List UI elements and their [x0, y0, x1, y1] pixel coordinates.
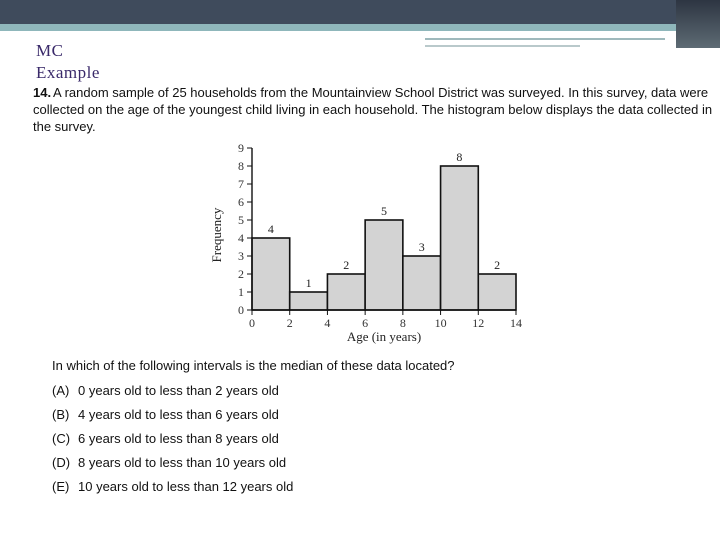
choice-d[interactable]: [52, 454, 293, 478]
slide-title: [36, 40, 100, 84]
x-tick-label: 2: [286, 316, 293, 330]
choice-letter: (D): [52, 455, 71, 470]
y-tick-label: 1: [238, 285, 244, 299]
y-tick-label: 2: [238, 267, 244, 281]
histogram-bar: [478, 274, 516, 310]
choice-text: 0 years old to less than 2 years old: [78, 383, 279, 398]
choice-c[interactable]: [52, 430, 293, 454]
histogram-bar: [290, 292, 328, 310]
choice-a[interactable]: [52, 382, 293, 406]
y-axis-label: Frequency: [209, 207, 224, 263]
choice-letter: (E): [52, 479, 70, 494]
choice-e[interactable]: [52, 478, 293, 502]
y-tick-label: 4: [238, 231, 244, 245]
histogram-bar: [365, 220, 403, 310]
choice-b[interactable]: [52, 406, 293, 430]
x-tick-label: 4: [324, 316, 331, 330]
x-tick-label: 0: [249, 316, 255, 330]
question-stem: [33, 84, 713, 135]
x-axis-label: Age (in years): [346, 329, 422, 344]
header-accent-stripe: [0, 24, 720, 31]
histogram-bar: [403, 256, 441, 310]
bar-value-label: 3: [418, 240, 425, 254]
slide-title-line-1: MC: [36, 41, 64, 60]
choice-text: 10 years old to less than 12 years old: [78, 479, 294, 494]
bar-value-label: 8: [456, 150, 463, 164]
slide-title-line-2: Example: [36, 63, 100, 82]
question-number: 14.: [33, 85, 52, 100]
bar-value-label: 5: [381, 204, 387, 218]
header-bar: [0, 0, 720, 24]
x-tick-label: 12: [472, 316, 485, 330]
histogram-bars: [252, 166, 516, 310]
bar-value-label: 4: [267, 222, 274, 236]
bar-value-label: 1: [305, 276, 312, 290]
choice-text: 4 years old to less than 6 years old: [78, 407, 279, 422]
y-tick-label: 5: [238, 213, 244, 227]
choice-letter: (B): [52, 407, 70, 422]
bar-value-label: 2: [494, 258, 501, 272]
choice-text: 6 years old to less than 8 years old: [78, 431, 279, 446]
choice-text: 8 years old to less than 10 years old: [78, 455, 287, 470]
x-tick-label: 8: [399, 316, 406, 330]
histogram-bar: [252, 238, 290, 310]
question-prompt: In which of the following intervals is the median of these data located?: [52, 358, 455, 373]
choice-letter: (C): [52, 431, 71, 446]
histogram-chart: [205, 138, 535, 348]
histogram-bar: [441, 166, 479, 310]
y-tick-label: 7: [238, 177, 244, 191]
header-corner-block: [676, 0, 720, 48]
answer-choices: [52, 382, 293, 502]
y-tick-label: 3: [238, 249, 244, 263]
choice-letter: (A): [52, 383, 70, 398]
decorative-line: [425, 38, 665, 40]
y-tick-label: 0: [238, 303, 244, 317]
x-tick-label: 6: [362, 316, 369, 330]
decorative-line: [425, 45, 580, 47]
x-tick-label: 10: [434, 316, 447, 330]
y-tick-label: 6: [238, 195, 244, 209]
bar-value-label: 2: [343, 258, 350, 272]
histogram-bar: [327, 274, 365, 310]
x-tick-label: 14: [510, 316, 522, 330]
y-tick-label: 8: [238, 159, 244, 173]
y-tick-label: 9: [238, 141, 244, 155]
question-text: A random sample of 25 households from the Mountainview School District was surveyed. In this survey, data were collected on the age of the youngest child living in each household. The histogram below displays the data collected in the survey.: [33, 85, 713, 134]
